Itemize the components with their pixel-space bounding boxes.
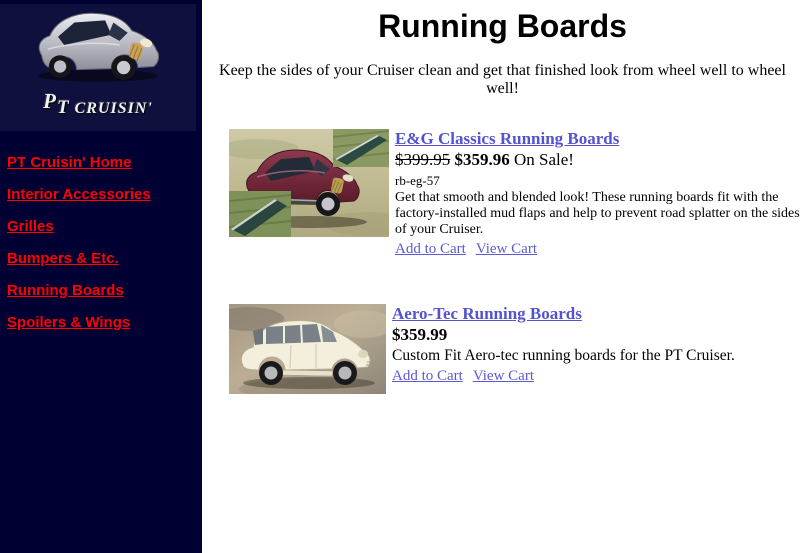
product-title-link-eg-classics[interactable]: E&G Classics Running Boards (395, 129, 620, 148)
sidebar-item-running-boards[interactable]: Running Boards (7, 282, 124, 299)
product-description: Get that smooth and blended look! These running boards fit with the factory-installed mud flaps and help to prevent road splatter on the sides of your Cruiser. (395, 190, 800, 237)
product-image-aero-tec[interactable] (229, 304, 386, 394)
product-row-eg-classics (229, 129, 803, 258)
sale-price: $359.96 (454, 150, 510, 169)
running-board-inset-top-right (333, 129, 389, 167)
logo-letter-p: P (43, 89, 57, 113)
add-to-cart-link[interactable]: Add to Cart (395, 241, 466, 257)
product-sku: rb-eg-57 (395, 173, 440, 188)
product-list (229, 129, 803, 394)
logo-wordmark (0, 89, 196, 118)
view-cart-link[interactable]: View Cart (472, 368, 534, 384)
logo-cruisin-text: CRUISIN' (69, 100, 153, 117)
product-info-eg-classics (395, 129, 803, 258)
running-board-inset-bottom-left (229, 191, 291, 237)
product-title-link-aero-tec[interactable]: Aero-Tec Running Boards (392, 304, 582, 323)
view-cart-link[interactable]: View Cart (475, 241, 537, 257)
product-info-aero-tec (392, 304, 802, 385)
product-row-aero-tec (229, 304, 803, 394)
sidebar-item-spoilers-wings[interactable]: Spoilers & Wings (7, 314, 131, 331)
price: $359.99 (392, 325, 448, 344)
sidebar-item-interior-accessories[interactable]: Interior Accessories (7, 186, 151, 203)
silver-pt-cruiser-logo-image (19, 4, 177, 86)
pt-cruisin-logo[interactable] (0, 4, 196, 131)
sidebar-item-grilles[interactable]: Grilles (7, 218, 54, 235)
price-line (395, 150, 803, 169)
on-sale-text: On Sale! (514, 150, 574, 169)
intro-text: Keep the sides of your Cruiser clean and get that finished look from wheel well to wheel well! (219, 62, 786, 97)
sidebar-item-home[interactable]: PT Cruisin' Home (7, 154, 132, 171)
cart-links (392, 367, 802, 385)
cart-links (395, 240, 803, 258)
sidebar (0, 0, 202, 553)
main-content (202, 0, 803, 553)
price-line (392, 325, 802, 344)
logo-letter-t: T (56, 97, 70, 118)
page-title: Running Boards (378, 8, 627, 44)
product-description: Custom Fit Aero-tec running boards for the PT Cruiser. (392, 347, 735, 364)
product-image-eg-classics[interactable] (229, 129, 389, 237)
add-to-cart-link[interactable]: Add to Cart (392, 368, 463, 384)
sidebar-nav (0, 131, 202, 331)
sidebar-item-bumpers[interactable]: Bumpers & Etc. (7, 250, 119, 267)
old-price: $399.95 (395, 150, 451, 169)
